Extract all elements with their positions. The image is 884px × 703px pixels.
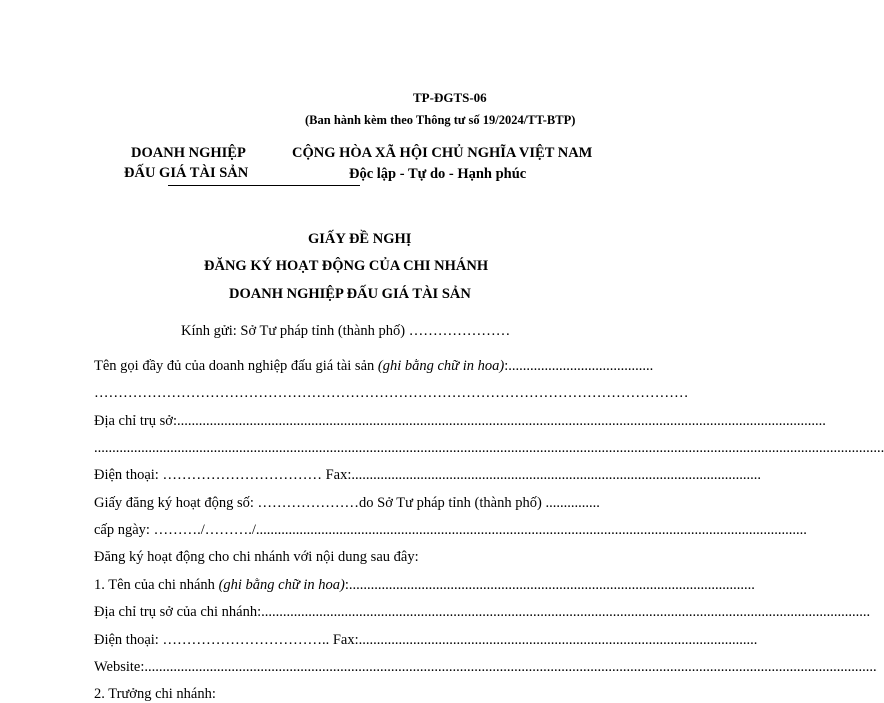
full-name-blank-2: ……………………………………………………………………………………………………………	[94, 385, 689, 401]
full-name-blank: ........................................	[508, 358, 654, 374]
full-name-continuation	[94, 385, 689, 402]
website-blank: ..........................................................................................................................................................................................................	[144, 659, 877, 675]
phone-label: Điện thoại: ……………………………	[94, 467, 322, 483]
issue-date-line	[94, 522, 807, 539]
branch-address-label: Địa chỉ trụ sở của chi nhánh:	[94, 604, 262, 620]
branch-name-label: 1. Tên của chi nhánh	[94, 577, 219, 593]
org-name-line2: ĐẤU GIÁ TÀI SẢN	[124, 165, 249, 181]
fax-label: Fax:	[321, 467, 352, 483]
registration-label: Giấy đăng ký hoạt động số: …………………do Sở Tư pháp tỉnh (thành phố)	[94, 495, 546, 511]
branch-phone-label: Điện thoại: ……………………………..	[94, 632, 330, 648]
national-motto: Độc lập - Tự do - Hạnh phúc	[349, 166, 527, 182]
branch-intro: Đăng ký hoạt động cho chi nhánh với nội dung sau đây:	[94, 549, 419, 565]
branch-head-line: 2. Trưởng chi nhánh:	[94, 686, 216, 702]
branch-name-line	[94, 577, 755, 594]
address-label: Địa chỉ trụ sở:	[94, 413, 177, 429]
address-blank: ...................................................................................................................................................................................	[176, 413, 826, 429]
full-name-hint: (ghi bằng chữ in hoa)	[377, 358, 505, 374]
registration-line	[94, 495, 600, 512]
full-name-line	[94, 358, 654, 375]
branch-fax-blank: ..............................................................................................................	[358, 632, 758, 648]
issue-date-blank: ........................................................................................................................................................	[255, 522, 807, 538]
website-line	[94, 659, 877, 676]
full-name-label: Tên gọi đầy đủ của doanh nghiệp đấu giá tài sản	[94, 358, 378, 374]
branch-fax-label: Fax:	[329, 632, 359, 648]
issue-date-label: cấp ngày: ………./………./	[94, 522, 256, 538]
national-title: CỘNG HÒA XÃ HỘI CHỦ NGHĨA VIỆT NAM	[292, 145, 593, 161]
branch-address-line	[94, 604, 871, 621]
branch-name-blank: ................................................................................................................	[348, 577, 755, 593]
header-underline	[168, 185, 360, 186]
branch-name-hint: (ghi bằng chữ in hoa)	[218, 577, 345, 593]
branch-phone-fax-line	[94, 632, 758, 649]
website-label: Website:	[94, 659, 145, 675]
address-continuation	[94, 440, 884, 457]
address-blank-2: ..........................................................................................................................................................................................................................	[94, 440, 884, 456]
full-name-tail: :	[504, 358, 509, 374]
branch-name-tail: :	[344, 577, 349, 593]
org-name-line1: DOANH NGHIỆP	[131, 145, 246, 161]
branch-address-blank: ........................................................................................................................................................................	[261, 604, 871, 620]
doc-title-line3: DOANH NGHIỆP ĐẤU GIÁ TÀI SẢN	[229, 286, 471, 302]
fax-blank: .................................................................................................................	[351, 467, 761, 483]
recipient-line: Kính gửi: Sở Tư pháp tỉnh (thành phố) …………………	[181, 323, 511, 339]
address-line	[94, 413, 826, 430]
doc-title-line1: GIẤY ĐỀ NGHỊ	[308, 231, 412, 247]
doc-title-line2: ĐĂNG KÝ HOẠT ĐỘNG CỦA CHI NHÁNH	[204, 258, 489, 274]
registration-blank: ...............	[545, 495, 600, 511]
form-code: TP-ĐGTS-06	[413, 90, 487, 105]
phone-fax-line	[94, 467, 761, 484]
issued-note: (Ban hành kèm theo Thông tư số 19/2024/TT-BTP)	[305, 113, 576, 127]
